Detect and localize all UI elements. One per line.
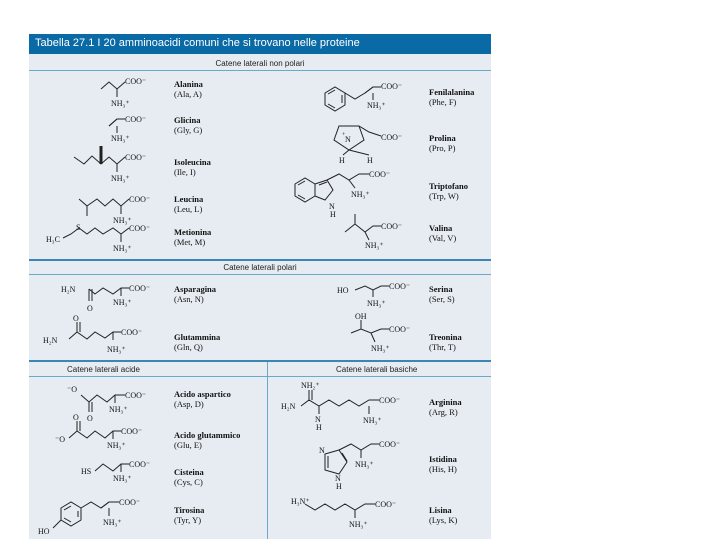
carboxylate-label: COO⁻ [381, 82, 403, 91]
table-title: Tabella 27.1 I 20 amminoacidi comuni che si trovano nelle proteine [35, 37, 360, 49]
entry-triptofano: Triptofano (Trp, W) [429, 181, 469, 201]
carboxylate-label: COO⁻ [389, 282, 411, 291]
carboxylate-label: COO⁻ [379, 396, 401, 405]
entry-fenilalanina: Fenilalanina (Phe, F) [429, 87, 475, 107]
ammonium-label: NH₃⁺ [111, 174, 130, 183]
entry-prolina: Prolina (Pro, P) [429, 133, 456, 153]
ammonium-label: NH₃⁺ [349, 520, 368, 529]
amide-label: H₂N [61, 285, 76, 294]
carboxylate-label: COO⁻ [379, 440, 401, 449]
nitrogen-label: N [315, 415, 321, 424]
nitrogen-label: N [329, 202, 335, 211]
section-header-polar: Catene laterali polari [223, 263, 297, 272]
carboxylate-label: COO⁻ [125, 115, 147, 124]
ammonium-label: NH₃⁺ [109, 405, 128, 414]
carboxylate-label: COO⁻ [381, 222, 403, 231]
carboxylate-label: COO⁻ [381, 133, 403, 142]
carboxylate-label: ⁻O [67, 385, 77, 394]
amide-label: H₂N [43, 336, 58, 345]
ammonium-label: NH₃⁺ [363, 416, 382, 425]
carboxylate-label: COO⁻ [121, 427, 143, 436]
oxygen-label: O [73, 314, 79, 323]
entry-serina: Serina (Ser, S) [429, 284, 455, 304]
entry-cisteina: Cisteina (Cys, C) [174, 467, 204, 487]
ammonium-label: NH₃⁺ [107, 345, 126, 354]
structural-formulas [29, 34, 491, 539]
entry-alanina: Alanina (Ala, A) [174, 79, 203, 99]
entry-valina: Valina (Val, V) [429, 223, 457, 243]
ammonium-label: NH₃⁺ [111, 99, 130, 108]
ammonium-label: NH₃⁺ [367, 101, 386, 110]
hydrogen-label: H [339, 156, 345, 165]
entry-acido-glutammico: Acido glutammico (Glu, E) [174, 430, 241, 450]
oxygen-label: O [87, 414, 93, 423]
entry-lisina: Lisina (Lys, K) [429, 505, 458, 525]
carboxylate-label: COO⁻ [375, 500, 397, 509]
ammonium-label: NH₃⁺ [355, 460, 374, 469]
carboxylate-label: ⁻O [55, 435, 65, 444]
section-header-basic: Catene laterali basiche [336, 365, 418, 374]
carboxylate-label: COO⁻ [125, 153, 147, 162]
ammonium-label: NH₃⁺ [113, 298, 132, 307]
amino-acid-table [29, 34, 491, 539]
section-header-acidic: Catene laterali acide [67, 365, 140, 374]
nitrogen-label: N [319, 446, 325, 455]
carboxylate-label: COO⁻ [129, 195, 151, 204]
ammonium-label: NH₃⁺ [367, 299, 386, 308]
guanidinium-label: NH₂⁺ [301, 381, 320, 390]
entry-arginina: Arginina (Arg, R) [429, 397, 462, 417]
entry-treonina: Treonina (Thr, T) [429, 332, 462, 352]
ammonium-label: NH₃⁺ [103, 518, 122, 527]
carboxylate-label: COO⁻ [369, 170, 391, 179]
ammonium-label: NH₃⁺ [111, 134, 130, 143]
carboxylate-label: COO⁻ [119, 498, 141, 507]
nitrogen-label: N [345, 135, 351, 144]
ammonium-label: NH₃⁺ [107, 441, 126, 450]
sulfur-label: S [76, 223, 81, 232]
carboxylate-label: COO⁻ [129, 284, 151, 293]
carboxylate-label: COO⁻ [125, 391, 147, 400]
entry-leucina: Leucina (Leu, L) [174, 194, 204, 214]
carboxylate-label: COO⁻ [129, 460, 151, 469]
charge-label: + [342, 132, 346, 138]
carboxylate-label: COO⁻ [125, 77, 147, 86]
ammonium-label: NH₃⁺ [351, 190, 370, 199]
hydroxyl-label: HO [38, 527, 50, 536]
hydrogen-label: H [367, 156, 373, 165]
amine-label: H₂N [281, 402, 296, 411]
ammonium-label: NH₃⁺ [365, 241, 384, 250]
ammonium-label: NH₃⁺ [371, 344, 390, 353]
entry-acido-aspartico: Acido aspartico (Asp, D) [174, 389, 231, 409]
methyl-label: H₃C [46, 235, 60, 244]
section-header-nonpolar: Catene laterali non polari [215, 59, 305, 68]
entry-tirosina: Tirosina (Tyr, Y) [174, 505, 205, 525]
carboxylate-label: COO⁻ [129, 224, 151, 233]
hydrogen-label: H [336, 482, 342, 491]
ammonium-label: H₃N⁺ [291, 497, 310, 506]
entry-glutammina: Glutammina (Gln, Q) [174, 332, 221, 352]
thiol-label: HS [81, 467, 92, 476]
oxygen-label: O [87, 304, 93, 313]
carboxylate-label: COO⁻ [389, 325, 411, 334]
entry-metionina: Metionina (Met, M) [174, 227, 212, 247]
entry-glicina: Glicina (Gly, G) [174, 115, 203, 135]
ammonium-label: NH₃⁺ [113, 474, 132, 483]
entry-isoleucina: Isoleucina (Ile, I) [174, 157, 211, 177]
entry-istidina: Istidina (His, H) [429, 454, 457, 474]
entry-asparagina: Asparagina (Asn, N) [174, 284, 217, 304]
nitrogen-label: N [335, 474, 341, 483]
hydroxyl-label: OH [355, 312, 367, 321]
carboxylate-label: COO⁻ [121, 328, 143, 337]
oxygen-label: O [73, 413, 79, 422]
hydrogen-label: H [316, 423, 322, 432]
ammonium-label: NH₃⁺ [113, 216, 132, 225]
hydroxyl-label: HO [337, 286, 349, 295]
ammonium-label: NH₃⁺ [113, 244, 132, 253]
hydrogen-label: H [330, 210, 336, 219]
